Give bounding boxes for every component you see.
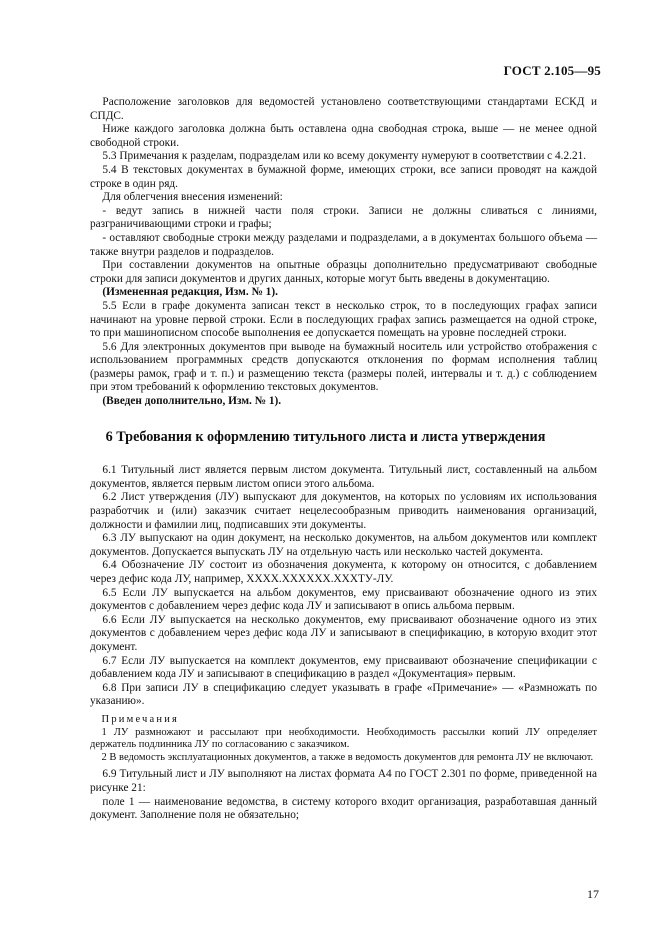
- paragraph: 6.5 Если ЛУ выпускается на альбом документов, ему присваивают обозначение одного из этих документов с добавлением через дефис кода ЛУ и записывают в опись альбома первым.: [90, 586, 597, 613]
- paragraph: поле 1 — наименование ведомства, в систему которого входит организация, разработавшая данный документ. Заполнение поля не обязательно;: [90, 795, 597, 822]
- note-item: 1 ЛУ размножают и рассылают при необходимости. Необходимость рассылки копий ЛУ определяет держатель подлинника ЛУ по согласованию с заказчиком.: [90, 726, 597, 751]
- list-item: - оставляют свободные строки между разделами и подразделами, а в документах большого объема — также внутри разделов и подразделов.: [90, 231, 597, 258]
- paragraph: 6.2 Лист утверждения (ЛУ) выпускают для документов, на которых по условиям их использования разработчик и (или) заказчик считает нецелесообразным приводить наименования организаций, должности и фамилии лиц, подписавших эти документы.: [90, 491, 597, 531]
- paragraph: При составлении документов на опытные образцы дополнительно предусматривают свободные строки для записи документов и других данных, которые могут быть введены в документацию.: [90, 259, 597, 285]
- revision-note: (Измененная редакция, Изм. № 1).: [102, 286, 278, 299]
- revision-note: (Введен дополнительно, Изм. № 1).: [102, 395, 282, 408]
- paragraph: 6.4 Обозначение ЛУ состоит из обозначения документа, к которому он относится, с добавлением через дефис кода ЛУ, например, ХХХХ.ХХХХХХ.ХХХТУ-ЛУ.: [90, 559, 597, 585]
- paragraph: Для облегчения внесения изменений:: [102, 191, 283, 204]
- paragraph: 6.6 Если ЛУ выпускается на несколько документов, ему присваивают обозначение одного из этих документов с добавлением через дефис кода ЛУ и записывают в спецификацию, в которую входит этот документ.: [90, 613, 597, 653]
- paragraph: 5.5 Если в графе документа записан текст в несколько строк, то в последующих графах записи начинают на уровне первой строки. Если в последующих графах запись размещается на одной строке, то при машинописном способе выполнения ее допускается помещать на уровне последней строки.: [90, 299, 597, 340]
- page-number: 17: [587, 887, 599, 901]
- notes-heading: Примечания: [101, 713, 180, 725]
- paragraph: Ниже каждого заголовка должна быть оставлена одна свободная строка, выше — не менее одной свободной строки.: [90, 123, 597, 149]
- document-code-header: ГОСТ 2.105—95: [503, 63, 601, 78]
- paragraph: 6.1 Титульный лист является первым листом документа. Титульный лист, составленный на альбом документов, является первым листом описи этого альбома.: [90, 464, 597, 490]
- paragraph: 6.8 При записи ЛУ в спецификацию следует указывать в графе «Примечание» — «Размножать по указанию».: [90, 681, 597, 708]
- paragraph: 5.6 Для электронных документов при выводе на бумажный носитель или устройство отображения с использованием программных средств допускаются отклонения по формам исполнения таблиц (размеры рамок, граф и т. п.) и размещению текста (размеры полей, интервалы и т. д.) с соблюдением при этом требований к оформлению текстовых документов.: [90, 340, 597, 394]
- list-item: - ведут запись в нижней части поля строки. Записи не должны сливаться с линиями, разграничивающими строки и графы;: [90, 204, 597, 231]
- paragraph: Расположение заголовков для ведомостей установлено соответствующими стандартами ЕСКД и СПДС.: [90, 96, 597, 122]
- note-item: 2 В ведомость эксплуатационных документов, а также в ведомость документов для ремонта ЛУ не включают.: [101, 751, 594, 763]
- section-title: 6 Требования к оформлению титульного листа и листа утверждения: [105, 428, 546, 445]
- paragraph: 5.3 Примечания к разделам, подразделам или ко всему документу нумеруют в соответствии с 4.2.21.: [102, 150, 587, 163]
- page-content: [90, 96, 597, 823]
- paragraph: 6.9 Титульный лист и ЛУ выполняют на листах формата А4 по ГОСТ 2.301 по форме, приведенной на рисунке 21:: [90, 768, 597, 794]
- paragraph: 5.4 В текстовых документах в бумажной форме, имеющих строки, все записи проводят на каждой строке в один ряд.: [90, 163, 597, 190]
- paragraph: 6.7 Если ЛУ выпускается на комплект документов, ему присваивают обозначение спецификации с добавлением кода ЛУ и записывают в спецификацию в раздел «Документация» первым.: [90, 654, 597, 681]
- paragraph: 6.3 ЛУ выпускают на один документ, на несколько документов, на альбом документов или комплект документов. Допускается выпускать ЛУ на отдельную часть или несколько частей документа.: [90, 532, 597, 558]
